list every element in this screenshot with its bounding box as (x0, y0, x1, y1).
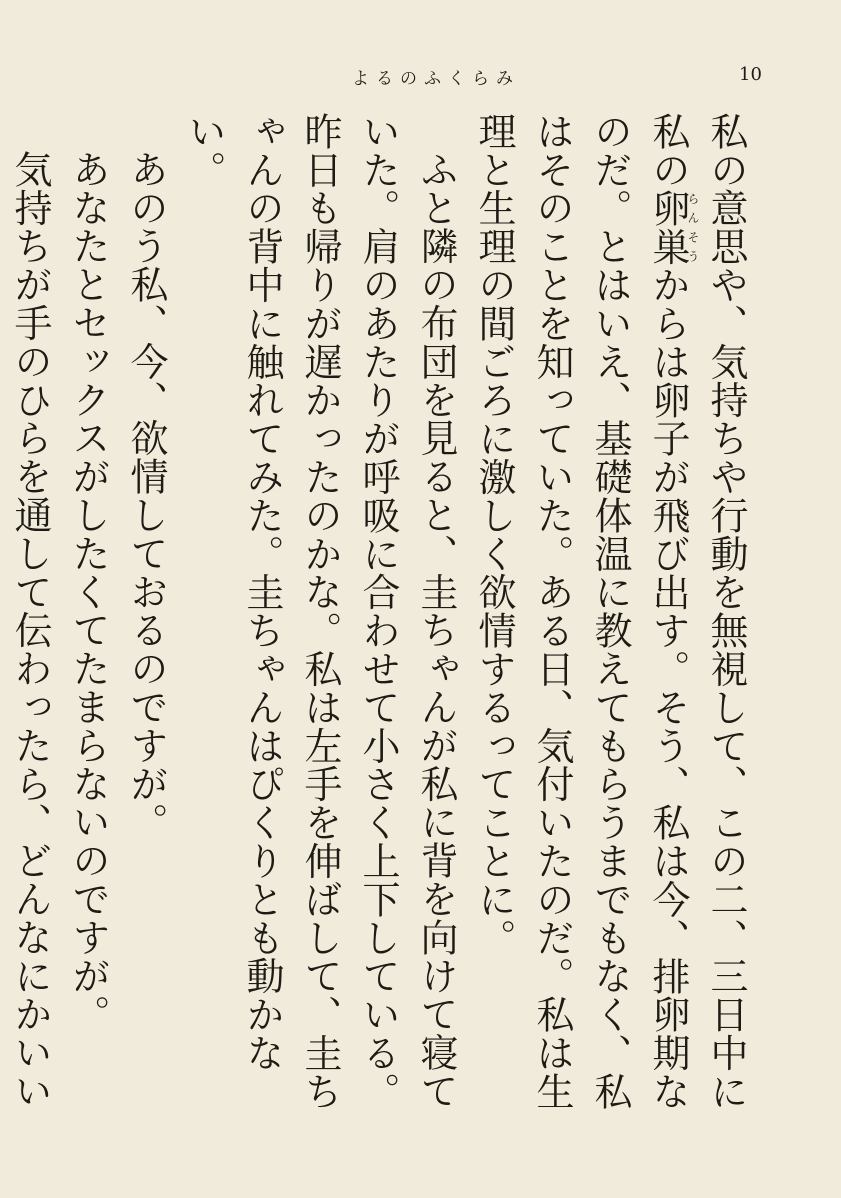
paragraph-4: あなたとセックスがしたくてたまらないのですが。 (66, 150, 110, 1034)
page-number: 10 (739, 64, 762, 85)
ruby-reading: らんそう (686, 188, 700, 266)
running-title: よるのふくらみ (352, 69, 520, 89)
ruby-base: 卵巣 (646, 188, 690, 266)
paragraph-1-text-before: 私の意思や、気持ちや行動を無視して、この二、三日中に私の (646, 112, 748, 1111)
paragraph-5: 気持ちが手のひらを通して伝わったら、どんなにかいい (8, 150, 52, 1110)
paragraph-2: ふと隣の布団を見ると、圭ちゃんが私に背を向けて寝ていた。肩のあたりが呼吸に合わせて小さく上下している。昨日も帰りが遅かったのかな。私は左手を伸ばして、圭ちゃんの背中に触れてみた。圭ちゃんはぴくりとも動かない。 (182, 112, 458, 1111)
furigana-ransou (646, 188, 700, 266)
paragraph-3: あのう私、今、欲情しておるのですが。 (124, 150, 168, 842)
paragraph-1 (465, 112, 755, 1142)
paragraph-1-text-after: からは卵子が飛び出す。そう、私は今、排卵期なのだ。とはいえ、基礎体温に教えてもらうまでもなく、私はそのことを知っていた。ある日、気付いたのだ。私は生理と生理の間ごろに激しく欲情するってことに。 (472, 112, 690, 1111)
page-header (0, 64, 841, 94)
body-text (8, 112, 755, 1142)
